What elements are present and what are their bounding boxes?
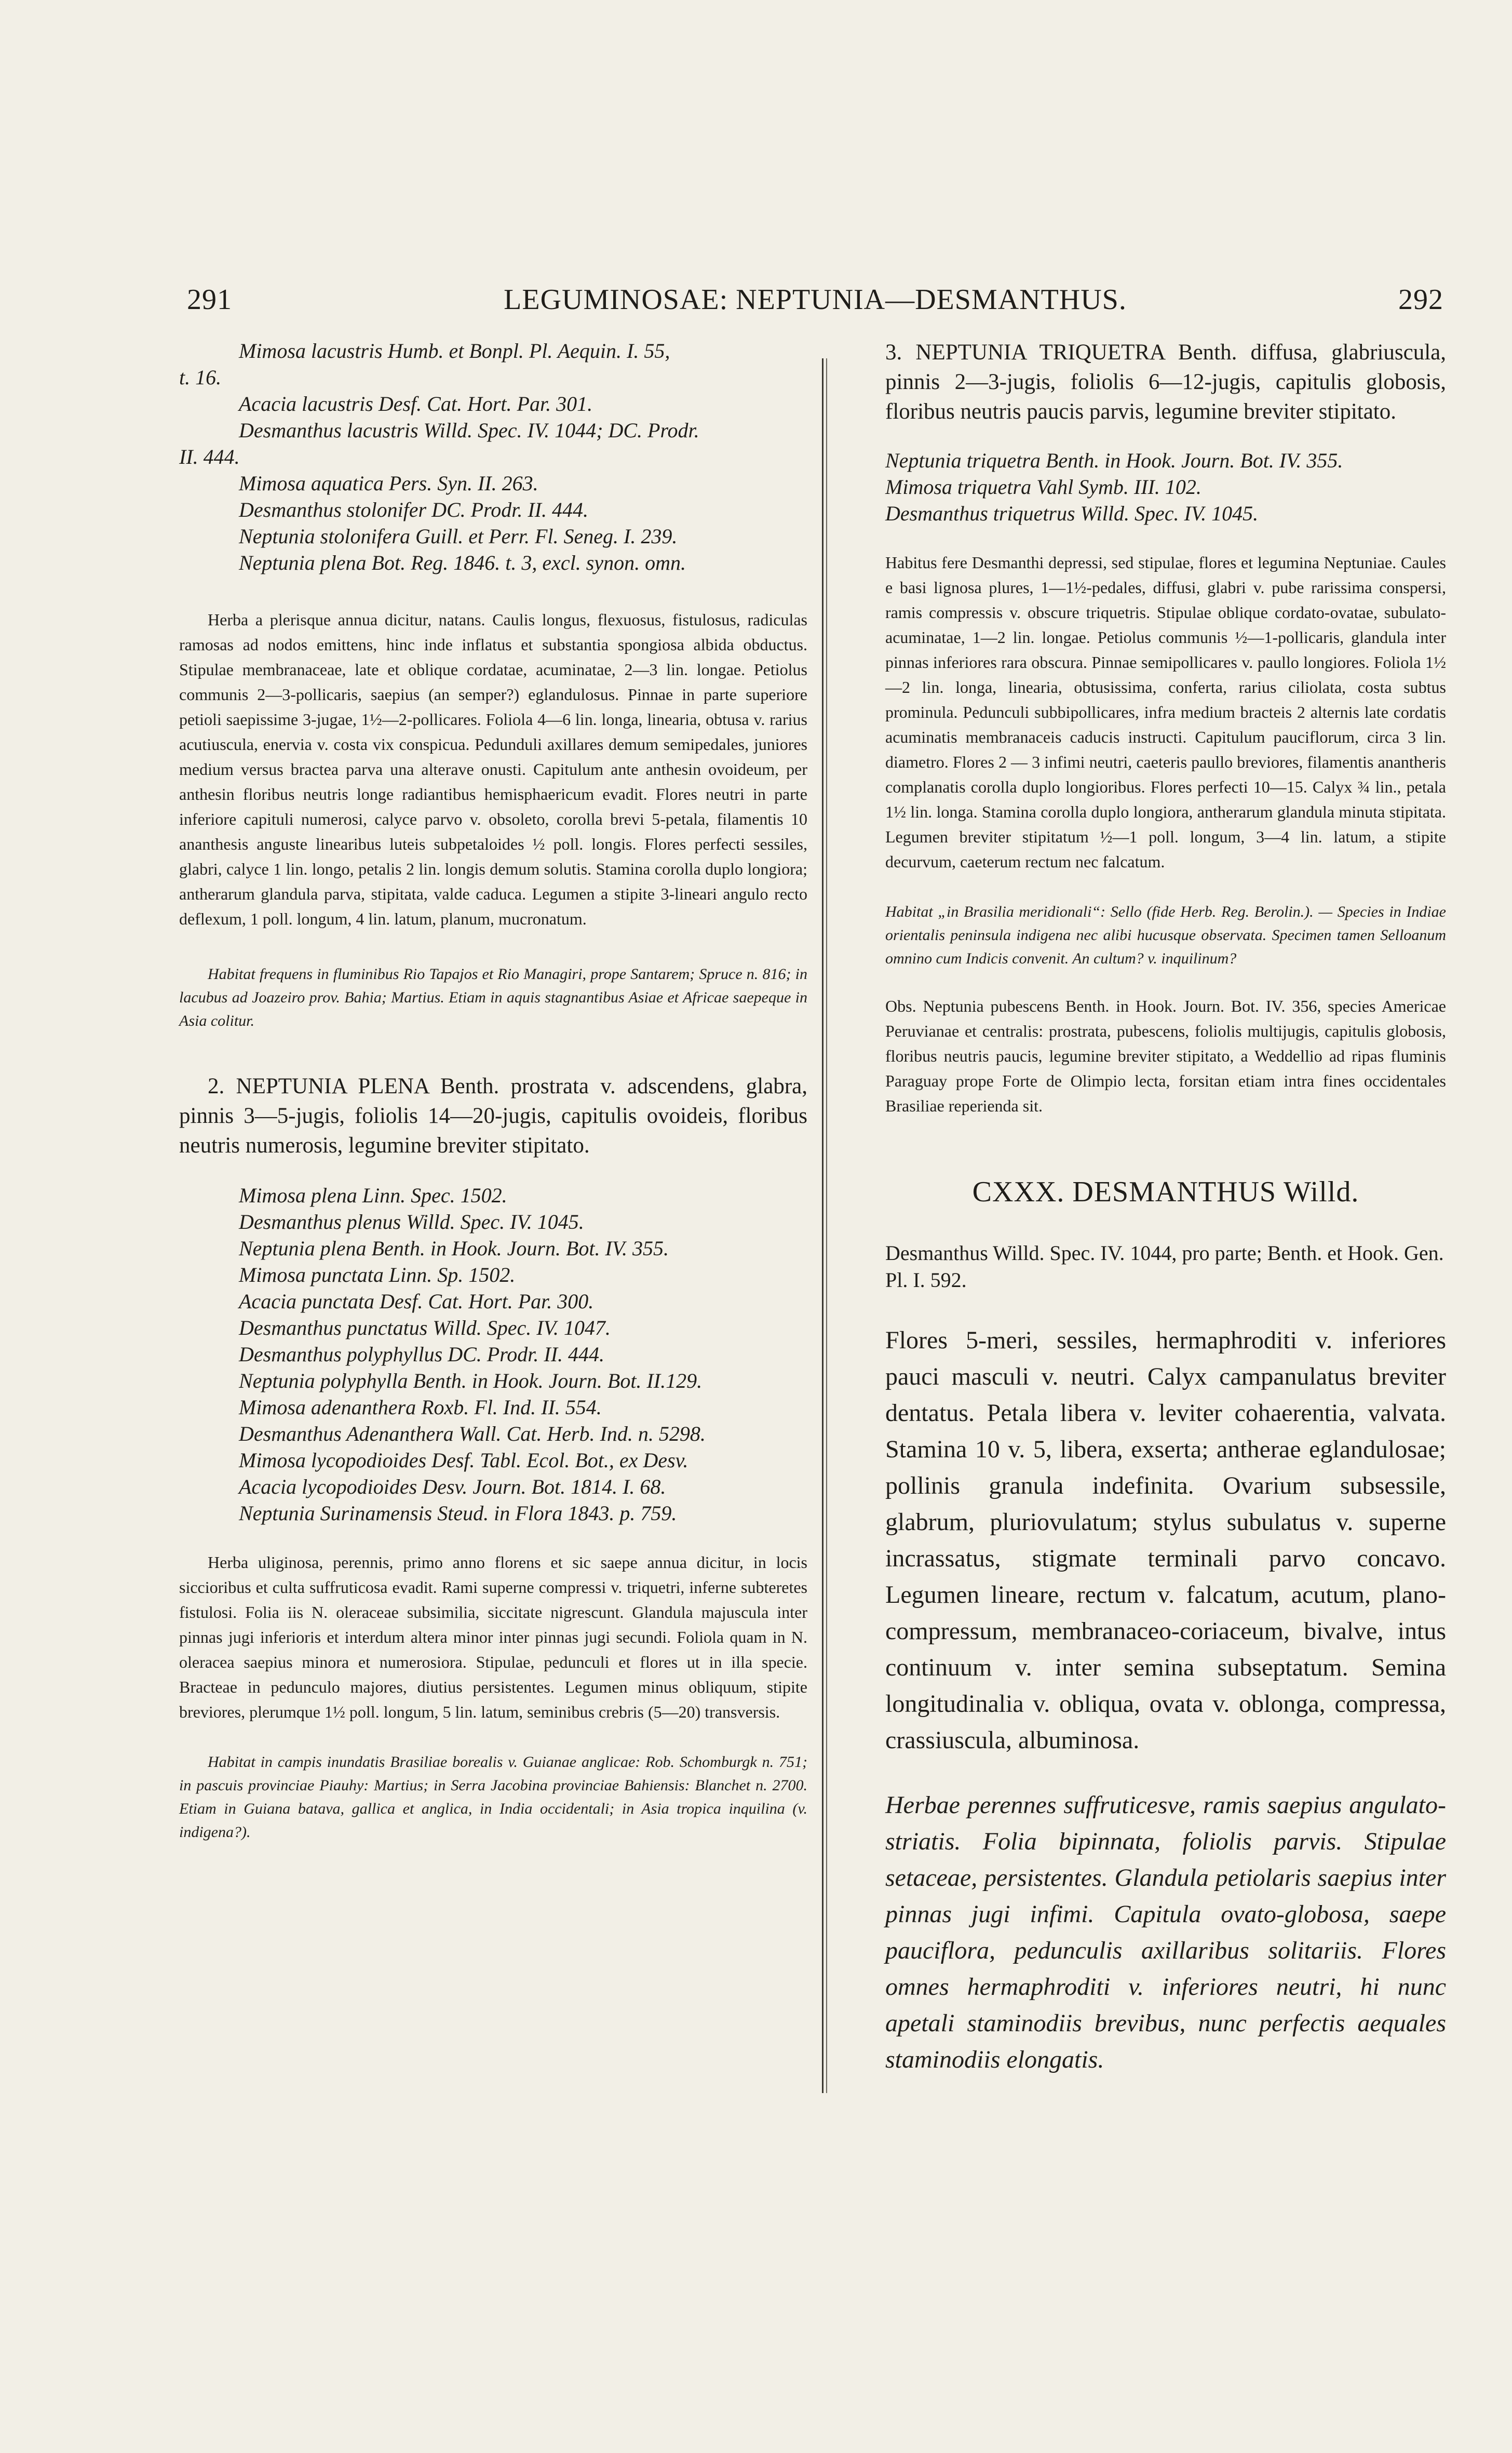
synonym-line: II. 444. — [179, 445, 240, 468]
synonym-line: Acacia lycopodioides Desv. Journ. Bot. 1814. I. 68. — [239, 1475, 666, 1498]
synonym-line: Neptunia plena Benth. in Hook. Journ. Bot. IV. 355. — [239, 1237, 669, 1260]
synonym-line: Desmanthus lacustris Willd. Spec. IV. 1044; DC. Prodr. — [239, 419, 699, 442]
column-divider — [822, 358, 824, 2093]
running-title: LEGUMINOSAE: NEPTUNIA—DESMANTHUS. — [504, 284, 1127, 316]
habitat-3: Habitat „in Brasilia meridionali“: Sello (fide Herb. Reg. Berolin.). — Species in Indiae orientalis peninsula indigena nec alibi hucusque observata. Specimen tamen Selloanum omnino cum Indicis convenit. An cultum? v. inquilinum? — [885, 903, 1446, 967]
page-number-left: 291 — [187, 284, 232, 316]
column-divider-inner — [826, 358, 827, 2093]
right-column — [885, 338, 1446, 2078]
synonym-line: Mimosa lacustris Humb. et Bonpl. Pl. Aequin. I. 55, — [239, 339, 670, 363]
observation-note: Obs. Neptunia pubescens Benth. in Hook. Journ. Bot. IV. 356, species Americae Peruvianae et centralis: prostrata, pubescens, foliolis multijugis, capitulis globosis, floribus neutris paucis, legumine breviter stipitato, a Weddellio ad ripas fluminis Paraguay prope Forte de Olimpio lecta, forsitan etiam intra fines occidentales Brasiliae reperienda sit. — [885, 997, 1446, 1115]
description-2: Herba uliginosa, perennis, primo anno florens et sic saepe annua dicitur, in locis siccioribus et culta suffruticosa evadit. Rami superne compressi v. triquetri, inferne subteretes fistulosi. Folia iis N. oleraceae subsimilia, siccitate nigrescunt. Glandula majuscula inter pinnas jugi inferioris et interdum altera minor inter pinnas jugi secundi. Foliola quam in N. oleracea saepius minora et numerosiora. Stipulae, pedunculi et flores ut in illa specie. Bracteae in pedunculo majores, diutius persistentes. Legumen minus obliquum, stipite breviores, plerumque 1½ poll. longum, 5 lin. latum, seminibus crebris (5—20) transversis. — [179, 1553, 807, 1721]
synonym-line: Mimosa adenanthera Roxb. Fl. Ind. II. 554. — [239, 1396, 602, 1419]
synonym-line: Desmanthus polyphyllus DC. Prodr. II. 444. — [239, 1343, 605, 1366]
habitat-2: Habitat in campis inundatis Brasiliae borealis v. Guianae anglicae: Rob. Schomburgk n. 751; in pascuis provinciae Piauhy: Martius; in Serra Jacobina provinciae Bahiensis: Blanchet n. 2700. Etiam in Guiana batava, gallica et anglica, in India occidentali; in Asia tropica inquilina (v. indigena?). — [179, 1753, 807, 1841]
species-heading-3: 3. NEPTUNIA TRIQUETRA Benth. diffusa, glabriuscula, pinnis 2—3-jugis, foliolis 6—12-jugis, capitulis globosis, floribus neutris paucis parvis, legumine breviter stipitato. — [885, 340, 1446, 424]
description-3: Habitus fere Desmanthi depressi, sed stipulae, flores et legumina Neptuniae. Caules e basi lignosa plures, 1—1½-pedales, diffusi, glabri v. pube rarissima conspersi, ramis compressis v. obscure triquetris. Stipulae oblique cordato-ovatae, subulato-acuminatae, 1—2 lin. longae. Petiolus communis ½—1-pollicaris, glandula inter pinnas inferiores rara obscura. Pinnae semipollicares v. paullo longiores. Foliola 1½—2 lin. longa, linearia, obtusissima, conferta, rarius ciliolata, costa subtus prominula. Pedunculi subbipollicares, infra medium bracteis 2 alternis late cordatis acuminatis membranaceis caducis instructi. Capitulum pauciflorum, circa 3 lin. diametro. Flores 2 — 3 infimi neutri, caeteris paullo breviores, filamentis anantheris complanatis corolla duplo longioribus. Flores perfecti 10—15. Calyx ¾ lin., petala 1½ lin. longa. Stamina corolla duplo longiora, antherarum glandula minuta stipitata. Legumen breviter stipitatum ½—1 poll. longum, 3—4 lin. latum, a stipite decurvum, caeterum rectum nec falcatum. — [885, 553, 1446, 871]
synonymy-block-1 — [179, 338, 807, 576]
description-1: Herba a plerisque annua dicitur, natans. Caulis longus, flexuosus, fistulosus, radiculas ramosas ad nodos emittens, hinc inde inflatus et substantia spongiosa albida obductus. Stipulae membranaceae, late et oblique cordatae, acuminatae, 2—3 lin. longae. Petiolus communis 2—3-pollicaris, saepius (an semper?) eglandulosus. Pinnae in parte superiore petioli saepissime 3-jugae, 1½—2-pollicares. Foliola 4—6 lin. longa, linearia, obtusa v. rarius acutiuscula, enervia v. costa vix conspicua. Pedunduli axillares demum semipedales, juniores medium versus bractea parva una alterave onusti. Capitulum ante anthesin ovoideum, per anthesin floribus neutris longe radiantibus hemisphaericum evadit. Flores neutri in parte inferiore capituli numerosi, calyce parvo v. obsoleto, corolla brevi 5-petala, filamentis 10 ananthesis anguste linearibus luteis subpetaloides ½ poll. longis. Flores perfecti sessiles, glabri, calyce 1 lin. longo, petalis 2 lin. longis demum solutis. Stamina corolla duplo longiora; antherarum glandula parva, stipitata, valde caduca. Legumen a stipite 3-lineari angulo recto deflexum, 1 poll. longum, 4 lin. latum, planum, mucronatum. — [179, 610, 807, 928]
genus-description: Flores 5-meri, sessiles, hermaphroditi v. inferiores pauci masculi v. neutri. Calyx campanulatus breviter dentatus. Petala libera v. leviter cohaerentia, valvata. Stamina 10 v. 5, libera, exserta; antherae eglandulosae; pollinis granula indefinita. Ovarium subsessile, glabrum, pluriovulatum; stylus subulatus v. superne incrassatus, stigmate terminali parvo concavo. Legumen lineare, rectum v. falcatum, acutum, plano-compressum, membranaceo-coriaceum, bivalve, intus continuum v. inter semina subseptatum. Semina longitudinalia v. obliqua, ovata v. oblonga, compressa, crassiuscula, albuminosa. — [885, 1326, 1446, 1754]
synonym-line: Neptunia plena Bot. Reg. 1846. t. 3, excl. synon. omn. — [239, 551, 686, 574]
synonym-line: Neptunia Surinamensis Steud. in Flora 1843. p. 759. — [239, 1502, 677, 1525]
synonym-line: Desmanthus Adenanthera Wall. Cat. Herb. Ind. n. 5298. — [239, 1422, 706, 1445]
synonym-line: Mimosa triquetra Vahl Symb. III. 102. — [885, 475, 1202, 499]
synonym-line: Neptunia triquetra Benth. in Hook. Journ. Bot. IV. 355. — [885, 449, 1343, 472]
genus-title: CXXX. DESMANTHUS Willd. — [972, 1176, 1359, 1208]
synonym-line: Desmanthus triquetrus Willd. Spec. IV. 1045. — [885, 502, 1259, 525]
synonym-line: Desmanthus punctatus Willd. Spec. IV. 1047. — [239, 1316, 611, 1339]
synonym-line: Mimosa punctata Linn. Sp. 1502. — [239, 1263, 516, 1286]
synonym-line: Mimosa plena Linn. Spec. 1502. — [239, 1184, 507, 1207]
synonym-line: Acacia lacustris Desf. Cat. Hort. Par. 301. — [239, 392, 593, 415]
synonym-line: Acacia punctata Desf. Cat. Hort. Par. 300. — [239, 1290, 594, 1313]
synonym-line: Desmanthus stolonifer DC. Prodr. II. 444. — [239, 498, 588, 521]
synonym-line: t. 16. — [179, 366, 222, 389]
left-column — [179, 338, 807, 1844]
synonym-line: Desmanthus plenus Willd. Spec. IV. 1045. — [239, 1210, 584, 1234]
page-number-right: 292 — [1398, 284, 1443, 316]
genus-habit: Herbae perennes suffruticesve, ramis saepius angulato-striatis. Folia bipinnata, foliolis parvis. Stipulae setaceae, persistentes. Glandula petiolaris saepius inter pinnas jugi infimi. Capitula ovato-globosa, saepe pauciflora, pedunculis axillaribus solitariis. Flores omnes hermaphroditi v. inferiores neutri, hi nunc apetali staminodiis brevibus, nunc perfectis aequales staminodiis elongatis. — [885, 1791, 1446, 2073]
page-header — [187, 283, 1443, 325]
species-heading-2: 2. NEPTUNIA PLENA Benth. prostrata v. adscendens, glabra, pinnis 3—5-jugis, foliolis 14—20-jugis, capitulis ovoideis, floribus neutris numerosis, legumine breviter stipitato. — [179, 1074, 807, 1158]
synonym-line: Mimosa aquatica Pers. Syn. II. 263. — [239, 472, 538, 495]
synonym-line: Neptunia polyphylla Benth. in Hook. Journ. Bot. II.129. — [239, 1369, 703, 1392]
habitat-1: Habitat frequens in fluminibus Rio Tapajos et Rio Managiri, prope Santarem; Spruce n. 816; in lacubus ad Joazeiro prov. Bahia; Martius. Etiam in aquis stagnantibus Asiae et Africae saepeque in Asia colitur. — [179, 966, 807, 1029]
synonymy-block-3 — [885, 447, 1446, 527]
synonym-line: Mimosa lycopodioides Desf. Tabl. Ecol. Bot., ex Desv. — [239, 1449, 688, 1472]
synonymy-block-2 — [179, 1182, 807, 1526]
synonym-line: Neptunia stolonifera Guill. et Perr. Fl. Seneg. I. 239. — [239, 525, 678, 548]
genus-reference: Desmanthus Willd. Spec. IV. 1044, pro parte; Benth. et Hook. Gen. Pl. I. 592. — [885, 1241, 1444, 1292]
